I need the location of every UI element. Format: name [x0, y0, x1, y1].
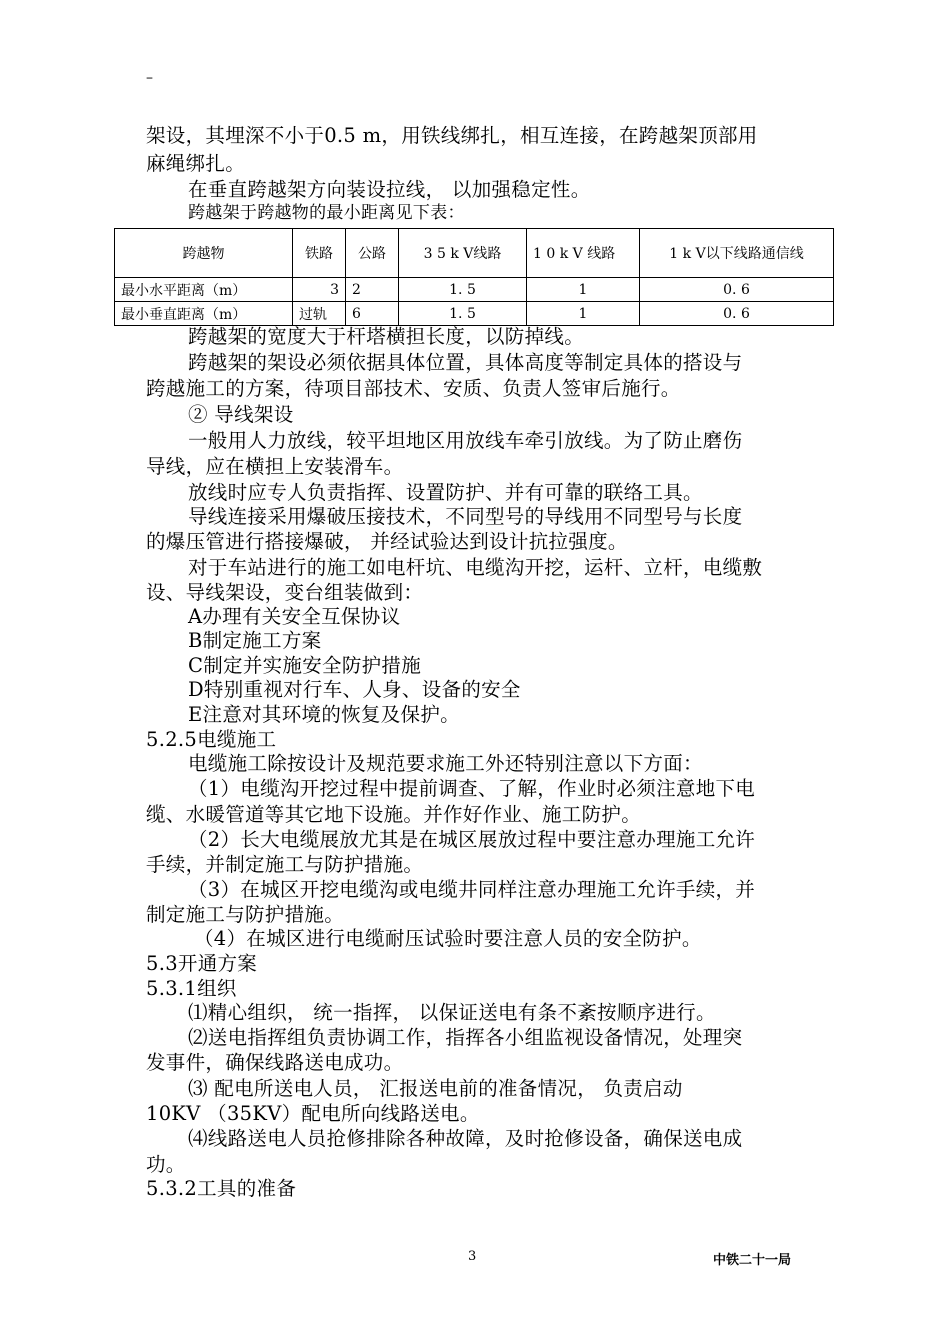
clearance-table [114, 228, 834, 326]
table-cell: 2 [346, 278, 399, 302]
list-item: E注意对其环境的恢复及保护。 [188, 703, 460, 726]
paragraph-line: （1）电缆沟开挖过程中提前调查、了解，作业时必须注意地下电 [188, 777, 756, 800]
list-item: D特别重视对行车、人身、设备的安全 [188, 678, 521, 701]
paragraph-line: 放线时应专人负责指挥、设置防护、并有可靠的联络工具。 [188, 481, 703, 504]
paragraph-line: 跨越架的架设必须依据具体位置，具体高度等制定具体的搭设与 [188, 351, 743, 374]
table-header-cell: 3 5 k V线路 [399, 229, 527, 278]
paragraph-line: ⑷线路送电人员抢修排除各种故障，及时抢修设备，确保送电成 [188, 1127, 743, 1150]
paragraph-line: 一般用人力放线，较平坦地区用放线车牵引放线。为了防止磨伤 [188, 429, 743, 452]
table-cell: 3 [293, 278, 346, 302]
paragraph-line: 架设，其埋深不小于0.5 m，用铁线绑扎，相互连接，在跨越架顶部用 [146, 124, 758, 147]
paragraph-line: 导线连接采用爆破压接技术，不同型号的导线用不同型号与长度 [188, 505, 743, 528]
table-header-cell: 跨越物 [115, 229, 293, 278]
paragraph-line: 制定施工与防护措施。 [146, 903, 345, 926]
table-cell: 1. 5 [399, 278, 527, 302]
paragraph-line: 功。 [146, 1153, 186, 1176]
section-heading: 5.3开通方案 [146, 952, 258, 975]
section-heading: ② 导线架设 [188, 403, 294, 426]
paragraph-line: 跨越施工的方案，待项目部技术、安质、负责人签审后施行。 [146, 377, 681, 400]
table-header-cell: 公路 [346, 229, 399, 278]
paragraph-line: 在垂直跨越架方向装设拉线， 以加强稳定性。 [188, 178, 591, 201]
paragraph-line: 的爆压管进行搭接爆破， 并经试验达到设计抗拉强度。 [146, 530, 628, 553]
table-caption: 跨越架于跨越物的最小距离见下表： [188, 203, 465, 223]
paragraph-line: （3）在城区开挖电缆沟或电缆井同样注意办理施工允许手续，并 [188, 878, 756, 901]
list-item: B制定施工方案 [188, 629, 322, 652]
paragraph-line: 麻绳绑扎。 [146, 152, 246, 175]
paragraph-line: 10KV （35KV）配电所向线路送电。 [146, 1102, 480, 1125]
table-row [115, 302, 834, 326]
section-heading: 5.3.1组织 [146, 977, 237, 1000]
table-header-row [115, 229, 834, 278]
table-cell: 0. 6 [640, 302, 834, 326]
paragraph-line: （2）长大电缆展放尤其是在城区展放过程中要注意办理施工允许 [188, 828, 756, 851]
footer-organization: 中铁二十一局 [713, 1253, 792, 1268]
paragraph-line: 跨越架的宽度大于杆塔横担长度，以防掉线。 [188, 325, 585, 348]
paragraph-line: ⑵送电指挥组负责协调工作，指挥各小组监视设备情况，处理突 [188, 1026, 743, 1049]
paragraph-line: 缆、水暖管道等其它地下设施。并作好作业、施工防护。 [146, 803, 642, 826]
section-heading: 5.2.5电缆施工 [146, 728, 277, 751]
table-header-cell: 铁路 [293, 229, 346, 278]
list-item: A办理有关安全互保协议 [188, 605, 401, 628]
table-cell: 最小垂直距离（m） [115, 302, 293, 326]
section-heading: 5.3.2工具的准备 [146, 1177, 297, 1200]
list-item: C制定并实施安全防护措施 [188, 654, 422, 677]
table-cell: 6 [346, 302, 399, 326]
table-header-cell: 1 k V以下线路通信线 [640, 229, 834, 278]
table-row [115, 278, 834, 302]
paragraph-line: 设、导线架设，变台组装做到： [146, 581, 424, 604]
paragraph-line: ⑶ 配电所送电人员， 汇报送电前的准备情况， 负责启动 [188, 1077, 683, 1100]
paragraph-line: ⑴精心组织， 统一指挥， 以保证送电有条不紊按顺序进行。 [188, 1001, 716, 1024]
paragraph-line: 导线，应在横担上安装滑车。 [146, 455, 404, 478]
table-cell: 1 [527, 278, 640, 302]
paragraph-line: （4）在城区进行电缆耐压试验时要注意人员的安全防护。 [194, 927, 702, 950]
paragraph-line: 发事件，确保线路送电成功。 [146, 1051, 404, 1074]
table-cell: 0. 6 [640, 278, 834, 302]
table-cell: 最小水平距离（m） [115, 278, 293, 302]
table-cell: 1. 5 [399, 302, 527, 326]
table-cell: 1 [527, 302, 640, 326]
table-cell: 过轨 [293, 302, 346, 326]
paragraph-line: 手续，并制定施工与防护措施。 [146, 853, 424, 876]
paragraph-line: 电缆施工除按设计及规范要求施工外还特别注意以下方面： [188, 752, 703, 775]
page-number: 3 [468, 1249, 477, 1264]
header-mark: – [146, 70, 153, 86]
paragraph-line: 对于车站进行的施工如电杆坑、电缆沟开挖，运杆、立杆，电缆敷 [188, 556, 763, 579]
table-header-cell: 1 0 k V 线路 [527, 229, 640, 278]
